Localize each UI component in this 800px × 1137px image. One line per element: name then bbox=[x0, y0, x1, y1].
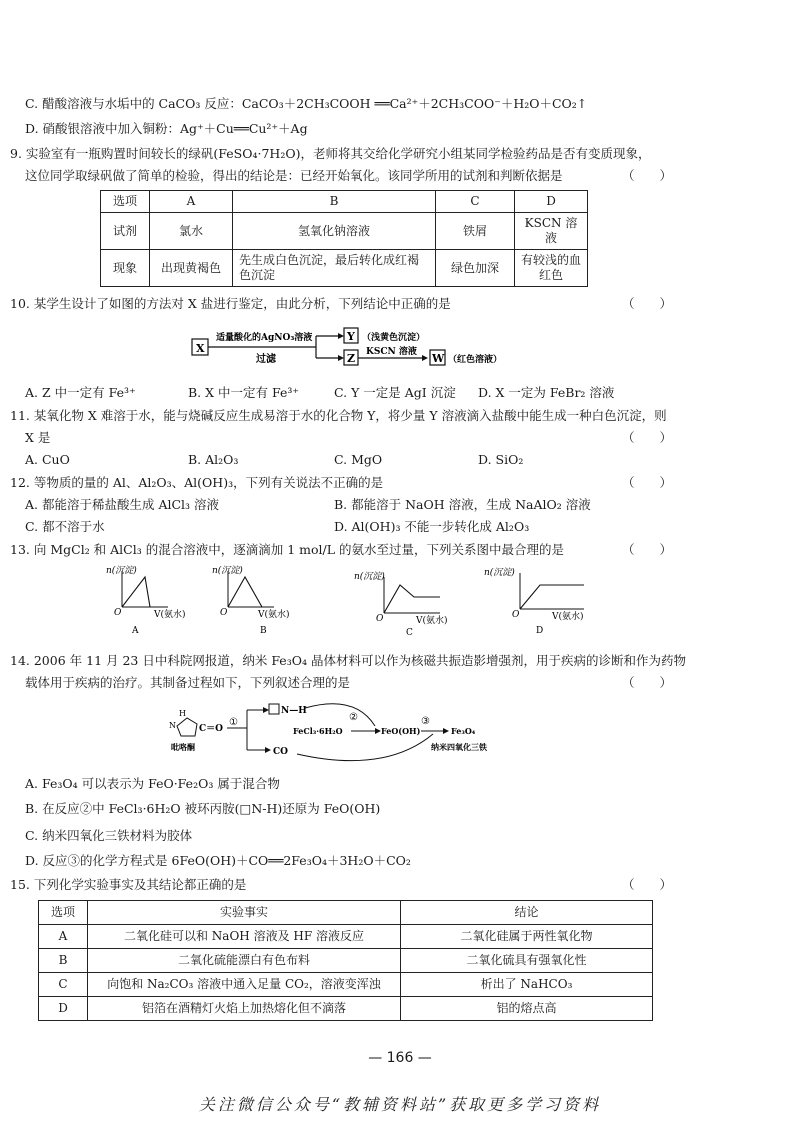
graph-label: B bbox=[260, 626, 267, 636]
q9-table bbox=[100, 190, 588, 287]
q13-graphs bbox=[100, 563, 640, 643]
answer-paren: （ ） bbox=[622, 675, 673, 690]
answer-paren: （ ） bbox=[622, 296, 673, 311]
q10-flow-diagram bbox=[186, 322, 516, 372]
table-cell: 选项 bbox=[39, 901, 88, 925]
y-axis-label: n(沉淀) bbox=[354, 572, 385, 582]
svg-text:N: N bbox=[169, 721, 176, 730]
x-axis-label: V(氨水) bbox=[552, 612, 584, 622]
table-cell: 氯水 bbox=[150, 213, 233, 250]
svg-text:H: H bbox=[179, 709, 186, 718]
table-cell: 先生成白色沉淀，最后转化成红褐色沉淀 bbox=[233, 250, 436, 287]
co-label: CO bbox=[273, 747, 289, 757]
table-row bbox=[101, 213, 588, 250]
box-y-label: Y bbox=[347, 330, 355, 343]
table-row bbox=[39, 997, 653, 1021]
x-axis-label: V(氨水) bbox=[416, 616, 448, 626]
reactant-label: 吡咯酮 bbox=[171, 742, 195, 752]
table-cell: 现象 bbox=[101, 250, 150, 287]
q14-stem-line1: 14. 2006 年 11 月 23 日中科院网报道，纳米 Fe₃O₄ 晶体材料可以作为核磁共振造影增强剂，用于疾病的诊断和作为药物 bbox=[10, 653, 686, 668]
q10-option-c: C. Y 一定是 AgI 沉淀 bbox=[334, 385, 456, 400]
table-row bbox=[39, 949, 653, 973]
answer-paren: （ ） bbox=[622, 430, 673, 445]
product-label: Fe₃O₄ bbox=[451, 726, 476, 736]
table-cell: 铝箔在酒精灯火焰上加热熔化但不滴落 bbox=[88, 997, 401, 1021]
table-cell: B bbox=[39, 949, 88, 973]
y-note: （浅黄色沉淀） bbox=[362, 333, 426, 343]
table-cell: 出现黄褐色 bbox=[150, 250, 233, 287]
q15-stem: 15. 下列化学实验事实及其结论都正确的是 bbox=[10, 877, 247, 892]
table-cell: 二氧化硅属于两性氧化物 bbox=[401, 925, 653, 949]
table-cell: C bbox=[39, 973, 88, 997]
q14-option-c: C. 纳米四氧化三铁材料为胶体 bbox=[25, 828, 193, 843]
table-cell: 铝的熔点高 bbox=[401, 997, 653, 1021]
q14-option-b: B. 在反应②中 FeCl₃·6H₂O 被环丙胺(□N-H)还原为 FeO(OH) bbox=[25, 801, 381, 816]
q12-option-d: D. Al(OH)₃ 不能一步转化成 Al₂O₃ bbox=[334, 519, 530, 534]
table-row bbox=[39, 901, 653, 925]
y-axis-label: n(沉淀) bbox=[212, 566, 243, 576]
origin-label: O bbox=[376, 614, 384, 624]
q10-option-a: A. Z 中一定有 Fe³⁺ bbox=[25, 385, 136, 400]
y-axis-label: n(沉淀) bbox=[484, 568, 515, 578]
cyclopropylamine-label: N—H bbox=[281, 706, 307, 716]
x-axis-label: V(氨水) bbox=[258, 610, 290, 620]
table-cell: 二氧化硅可以和 NaOH 溶液及 HF 溶液反应 bbox=[88, 925, 401, 949]
origin-label: O bbox=[220, 608, 228, 618]
table-cell: 析出了 NaHCO₃ bbox=[401, 973, 653, 997]
page-number: — 166 — bbox=[368, 1050, 432, 1066]
table-cell: A bbox=[39, 925, 88, 949]
table-cell: 实验事实 bbox=[88, 901, 401, 925]
table-cell: A bbox=[150, 191, 233, 213]
graph-d bbox=[484, 567, 584, 636]
table-row bbox=[101, 191, 588, 213]
filter-label: 过滤 bbox=[256, 354, 276, 365]
origin-label: O bbox=[512, 610, 520, 620]
q12-option-a: A. 都能溶于稀盐酸生成 AlCl₃ 溶液 bbox=[25, 497, 220, 512]
x-axis-label: V(氨水) bbox=[154, 610, 186, 620]
q11-option-b: B. Al₂O₃ bbox=[188, 452, 239, 467]
table-cell: 绿色加深 bbox=[436, 250, 515, 287]
graph-a bbox=[106, 565, 186, 636]
table-cell: 氢氧化钠溶液 bbox=[233, 213, 436, 250]
y-axis-label: n(沉淀) bbox=[106, 566, 137, 576]
table-cell: 二氧化硫能漂白有色布料 bbox=[88, 949, 401, 973]
q11-stem-line2: X 是 bbox=[25, 430, 51, 445]
graph-c bbox=[354, 571, 448, 638]
box-w-label: W bbox=[432, 352, 445, 365]
q11-option-a: A. CuO bbox=[25, 452, 70, 467]
origin-label: O bbox=[114, 608, 122, 618]
box-x-label: X bbox=[196, 342, 205, 355]
q13-stem: 13. 向 MgCl₂ 和 AlCl₃ 的混合溶液中，逐滴滴加 1 mol/L 的氨水至过量，下列关系图中最合理的是 bbox=[10, 542, 564, 557]
box-z-label: Z bbox=[347, 352, 356, 365]
option-c-text: C. 醋酸溶液与水垢中的 CaCO₃ 反应：CaCO₃＋2CH₃COOH ══Ca²⁺＋2CH₃COO⁻＋H₂O＋CO₂↑ bbox=[25, 96, 588, 111]
table-row bbox=[39, 925, 653, 949]
svg-text:C＝O: C＝O bbox=[199, 724, 224, 734]
table-cell: KSCN 溶液 bbox=[515, 213, 588, 250]
q15-table bbox=[38, 900, 653, 1021]
reagent-label: 适量酸化的AgNO₃溶液 bbox=[216, 333, 313, 343]
q11-stem-line1: 11. 某氧化物 X 难溶于水，能与烧碱反应生成易溶于水的化合物 Y，将少量 Y 溶液滴入盐酸中能生成一种白色沉淀，则 bbox=[10, 408, 667, 423]
table-cell: B bbox=[233, 191, 436, 213]
step-2-label: ② bbox=[349, 712, 358, 723]
table-cell: 向饱和 Na₂CO₃ 溶液中通入足量 CO₂，溶液变浑浊 bbox=[88, 973, 401, 997]
step-3-label: ③ bbox=[421, 716, 430, 727]
q12-stem: 12. 等物质的量的 Al、Al₂O₃、Al(OH)₃，下列有关说法不正确的是 bbox=[10, 475, 384, 490]
table-cell: D bbox=[39, 997, 88, 1021]
feooh-label: FeO(OH) bbox=[381, 726, 421, 736]
q10-stem: 10. 某学生设计了如图的方法对 X 盐进行鉴定，由此分析，下列结论中正确的是 bbox=[10, 296, 451, 311]
graph-b bbox=[212, 565, 290, 636]
table-row bbox=[39, 973, 653, 997]
answer-paren: （ ） bbox=[622, 475, 673, 490]
q12-option-c: C. 都不溶于水 bbox=[25, 519, 105, 534]
table-cell: 有较浅的血红色 bbox=[515, 250, 588, 287]
option-d-text: D. 硝酸银溶液中加入铜粉：Ag⁺＋Cu══Cu²⁺＋Ag bbox=[25, 121, 308, 136]
q14-option-a: A. Fe₃O₄ 可以表示为 FeO·Fe₂O₃ 属于混合物 bbox=[25, 776, 280, 791]
reagent-label: FeCl₃·6H₂O bbox=[293, 726, 343, 736]
table-cell: C bbox=[436, 191, 515, 213]
answer-paren: （ ） bbox=[622, 542, 673, 557]
q14-synthesis-diagram bbox=[165, 694, 505, 770]
q14-option-d: D. 反应③的化学方程式是 6FeO(OH)＋CO══2Fe₃O₄＋3H₂O＋CO₂ bbox=[25, 853, 411, 868]
table-row bbox=[101, 250, 588, 287]
reagent2-label: KSCN 溶液 bbox=[366, 347, 417, 357]
table-cell: 结论 bbox=[401, 901, 653, 925]
q11-option-c: C. MgO bbox=[334, 452, 383, 467]
table-cell: 铁屑 bbox=[436, 213, 515, 250]
w-note: （红色溶液） bbox=[448, 355, 503, 365]
graph-label: A bbox=[132, 626, 139, 636]
graph-label: D bbox=[536, 626, 544, 636]
answer-paren: （ ） bbox=[622, 877, 673, 892]
table-cell: 试剂 bbox=[101, 213, 150, 250]
q11-option-d: D. SiO₂ bbox=[478, 452, 524, 467]
step-1-label: ① bbox=[229, 717, 238, 728]
answer-paren: （ ） bbox=[622, 168, 673, 183]
table-cell: 选项 bbox=[101, 191, 150, 213]
q12-option-b: B. 都能溶于 NaOH 溶液，生成 NaAlO₂ 溶液 bbox=[334, 497, 591, 512]
q10-option-d: D. X 一定为 FeBr₂ 溶液 bbox=[478, 385, 615, 400]
q9-stem-line2: 这位同学取绿矾做了简单的检验，得出的结论是：已经开始氧化。该同学所用的试剂和判断依据是 bbox=[25, 168, 563, 183]
product-name-label: 纳米四氧化三铁 bbox=[431, 742, 487, 752]
footer-note: 关注微信公众号“教辅资料站”获取更多学习资料 bbox=[198, 1095, 602, 1114]
q14-stem-line2: 载体用于疾病的治疗。其制备过程如下，下列叙述合理的是 bbox=[25, 675, 351, 690]
q9-stem-line1: 9. 实验室有一瓶购置时间较长的绿矾(FeSO₄·7H₂O)，老师将其交给化学研究小组某同学检验药品是否有变质现象， bbox=[10, 146, 651, 161]
graph-label: C bbox=[406, 628, 413, 638]
table-cell: D bbox=[515, 191, 588, 213]
q10-option-b: B. X 中一定有 Fe³⁺ bbox=[188, 385, 299, 400]
table-cell: 二氧化硫具有强氧化性 bbox=[401, 949, 653, 973]
